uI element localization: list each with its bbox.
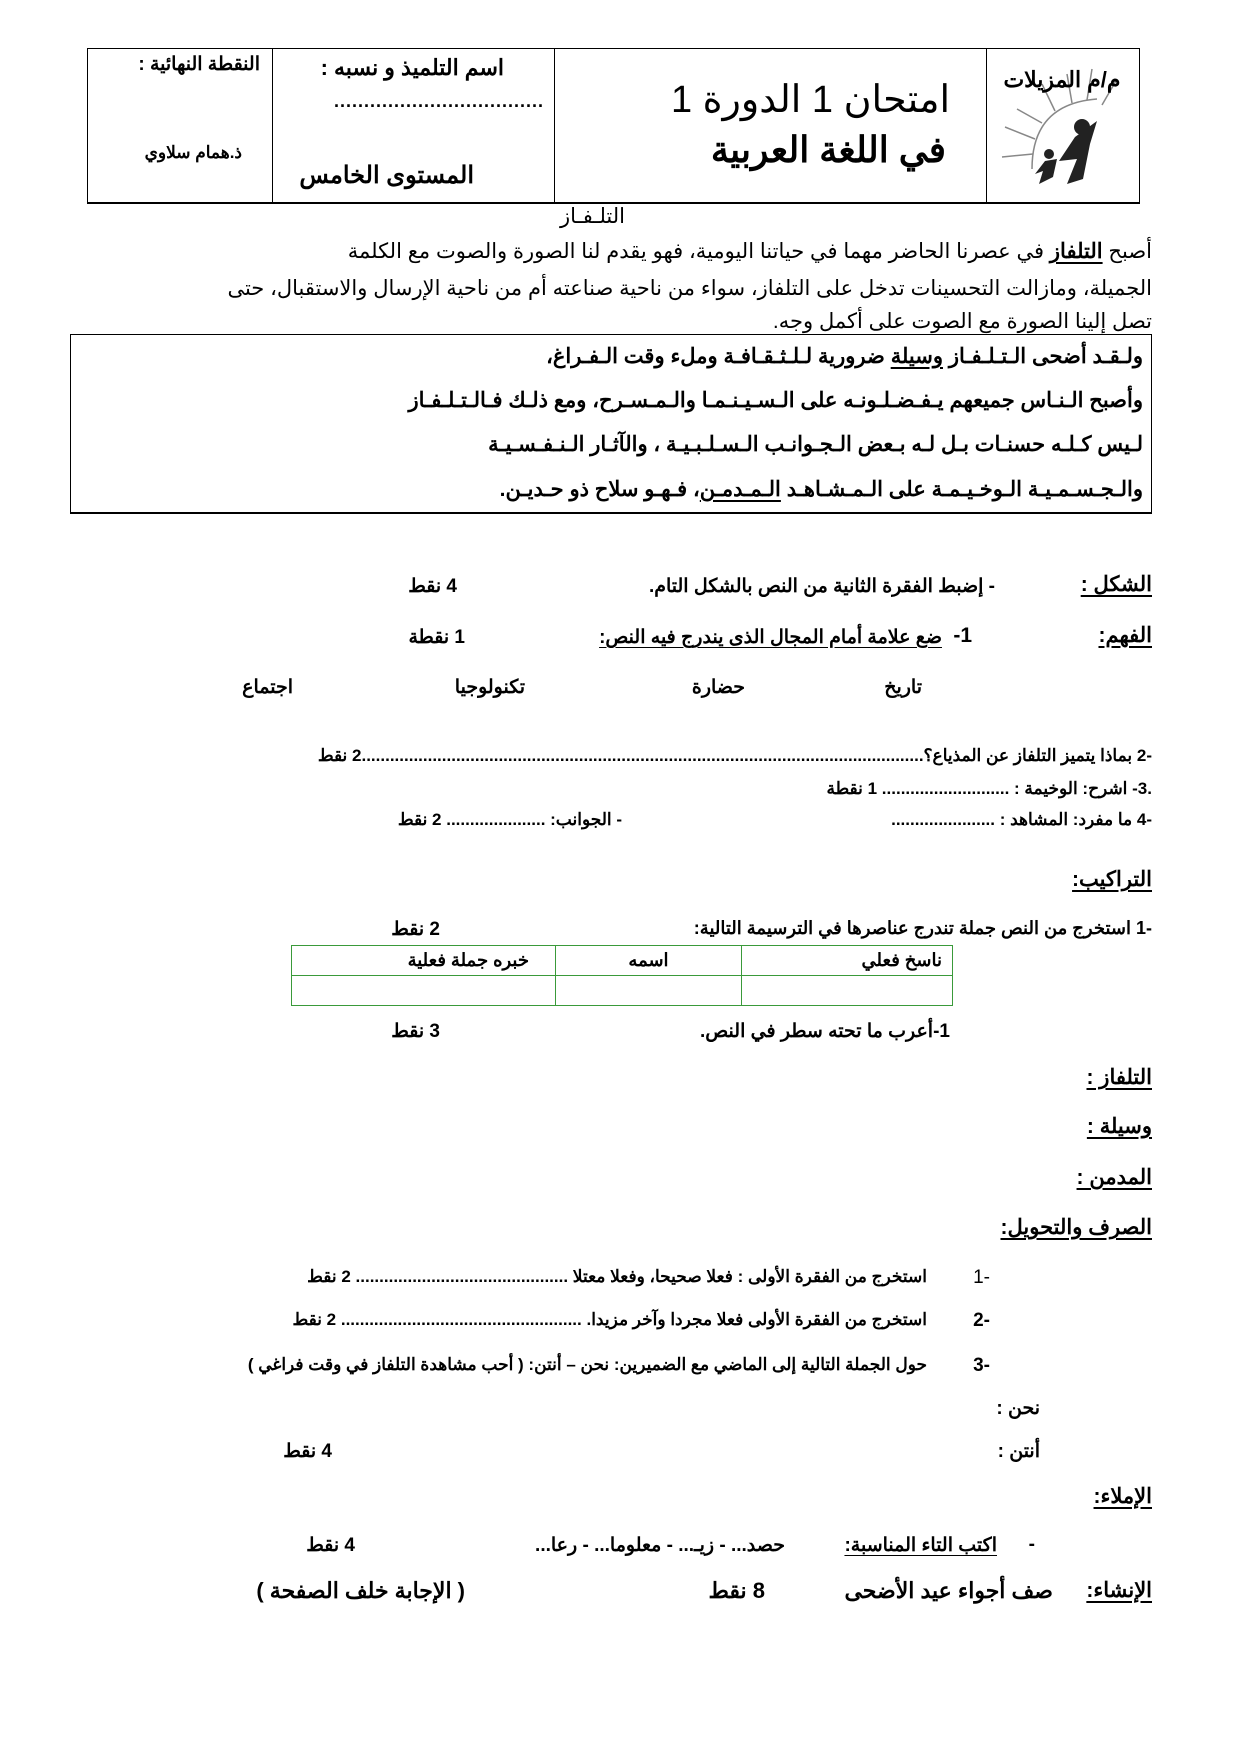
text-fragment: أصبح [1102, 240, 1152, 263]
paragraph2-line1 [546, 344, 1143, 369]
struct-q1-points: 2 نقط [391, 919, 440, 940]
composition-task: صف أجواء عيد الأضحى [844, 1578, 1053, 1603]
exam-title-cell [554, 49, 986, 202]
struct-q2-points: 3 نقط [391, 1021, 440, 1042]
structure-diagram-table [291, 945, 953, 1006]
comp-q1-points: 1 نقطة [408, 627, 465, 648]
text-title: التلـفـاز [560, 205, 625, 228]
morph-item-2-num: -2 [973, 1310, 990, 1331]
paragraph2-line2: وأصبح الـنـاس جميعهم يـفـضـلـونـه على الـسـيـنـمـا والـمـسـرح، ومع ذلـك فـالـتـلـفـاز [408, 389, 1143, 412]
section-morphology-label: الصرف والتحويل: [1000, 1216, 1152, 1239]
pronoun-we: نحن : [996, 1398, 1040, 1419]
text-fragment: في عصرنا الحاضر مهما في حياتنا اليومية، فهو يقدم لنا الصورة والصوت مع الكلمة [347, 240, 1050, 263]
section-dictation-label: الإملاء: [1093, 1485, 1152, 1508]
text-fragment: ولـقـد أضحى الـتـلـفـاز [942, 345, 1143, 368]
dictation-words: حصد... - زيـ... - معلوما... - رعا... [535, 1535, 785, 1556]
morph-item-2: استخرج من الفقرة الأولى فعلا مجردا وآخر مزيدا. ................................................... 2 نقط [292, 1310, 927, 1329]
table-header-cell: اسمه [556, 946, 742, 976]
exam-title-line2: في اللغة العربية [710, 129, 946, 170]
comp-q1: ضع علامة أمام المجال الذى يندرج فيه النص: [599, 627, 942, 648]
paragraph1-line2: الجميلة، ومازالت التحسينات تدخل على التلفاز، سواء من ناحية صناعته أم من ناحية الإرسال والاستقبال، حتى [227, 277, 1152, 300]
parse-word-means: وسيلة : [1086, 1115, 1152, 1138]
final-score-cell [88, 49, 272, 202]
comp-q1-num: 1- [953, 624, 972, 647]
choice-society[interactable]: اجتماع [242, 677, 293, 698]
table-header-cell: خبره جملة فعلية [292, 946, 556, 976]
svg-text:م/م المزيلات: م/م المزيلات [1003, 67, 1121, 92]
choice-technology[interactable]: تكنولوجيا [454, 677, 525, 698]
student-name-label: اسم التلميذ و نسبه : [320, 55, 504, 80]
paragraph1-line3: تصل إلينا الصورة مع الصوت على أكمل وجه. [772, 310, 1152, 333]
pronoun-you-fem-plural: أنتن : [997, 1441, 1040, 1462]
comp-q3: .3- اشرح: الوخيمة : ........................... 1 نقطة [826, 779, 1152, 798]
underlined-word-means: وسيلة [890, 345, 943, 368]
section-comprehension-label: الفهم: [1098, 624, 1152, 647]
parse-word-television: التلفاز : [1086, 1066, 1152, 1089]
table-answer-row [292, 976, 953, 1006]
morph-item-3: حول الجملة التالية إلى الماضي مع الضميرين: نحن – أنتن: ( أحب مشاهدة التلفاز في وقت فراغي ) [247, 1355, 927, 1374]
comp-q4-a: -4 ما مفرد: المشاهد : ...................... [891, 810, 1152, 829]
exam-title-line1: امتحان 1 الدورة 1 [670, 79, 950, 121]
table-header-row [292, 946, 953, 976]
school-logo-icon [987, 49, 1137, 201]
struct-q1: -1 استخرج من النص جملة تندرج عناصرها في الترسيمة التالية: [693, 918, 1152, 938]
school-logo [986, 49, 1139, 202]
struct-q2: 1-أعرب ما تحته سطر في النص. [700, 1021, 950, 1042]
text-fragment: والـجـسـمـيـة الـوخـيـمـة على الـمـشـاهـد [780, 478, 1143, 501]
answer-cell[interactable] [292, 976, 556, 1006]
parse-word-addicted: المدمن : [1076, 1166, 1152, 1189]
morph-points: 4 نقط [283, 1441, 332, 1462]
paragraph2-line3: لـيس كـلـه حسنـات بـل لـه بـعض الـجـوانـب الـسـلـبـيـة ، والآثـار الـنـفـسـيـة [488, 433, 1143, 456]
dictation-instruction: اكتب التاء المناسبة: [844, 1535, 997, 1556]
underlined-word-television: التلفاز [1049, 240, 1103, 263]
section-composition-label: الإنشاء: [1086, 1579, 1152, 1602]
dictation-dash: - [1028, 1534, 1035, 1555]
text-fragment: ، فـهـو سلاح ذو حـديـن. [499, 478, 700, 501]
paragraph1-line1 [348, 239, 1152, 264]
student-name-field[interactable]: ................................... [333, 91, 544, 111]
choice-history[interactable]: تاريخ [884, 677, 922, 698]
choice-civilization[interactable]: حضارة [691, 677, 745, 698]
teacher-name: ذ.همام سلاوي [144, 143, 242, 162]
table-header-cell: ناسخ فعلي [742, 946, 953, 976]
final-score-label: النقطة النهائية : [138, 54, 260, 75]
comp-q2: -2 بماذا يتميز التلفاز عن المذياع؟.......................................................................................................................2 نقط [317, 746, 1152, 765]
form-instruction: - إضبط الفقرة الثانية من النص بالشكل التام. [648, 576, 995, 597]
exam-header-table [87, 48, 1140, 204]
paragraph2-line4 [500, 477, 1143, 502]
composition-points: 8 نقط [708, 1578, 765, 1603]
level-label: المستوى الخامس [299, 162, 474, 189]
section-structures-label: التراكيب: [1072, 868, 1152, 891]
morph-item-1-num: -1 [973, 1267, 990, 1288]
student-name-cell [272, 49, 554, 202]
form-points: 4 نقط [408, 576, 457, 597]
dictation-points: 4 نقط [306, 1535, 355, 1556]
section-form-label: الشكل : [1080, 573, 1152, 596]
answer-cell[interactable] [556, 976, 742, 1006]
morph-item-3-num: -3 [973, 1355, 990, 1376]
underlined-word-addicted: الـمـدمـن [699, 478, 781, 501]
answer-cell[interactable] [742, 976, 953, 1006]
comp-q4-b: - الجوانب: ..................... 2 نقط [397, 810, 622, 829]
paragraph2-box [70, 334, 1152, 514]
composition-note: ( الإجابة خلف الصفحة ) [256, 1578, 465, 1603]
text-fragment: ضرورية لـلـثـقـافـة وملء وقت الـفـراغ، [546, 345, 891, 368]
morph-item-1: استخرج من الفقرة الأولى : فعلا صحيحا، وفعلا معتلا ............................................. 2 نقط [307, 1267, 927, 1286]
